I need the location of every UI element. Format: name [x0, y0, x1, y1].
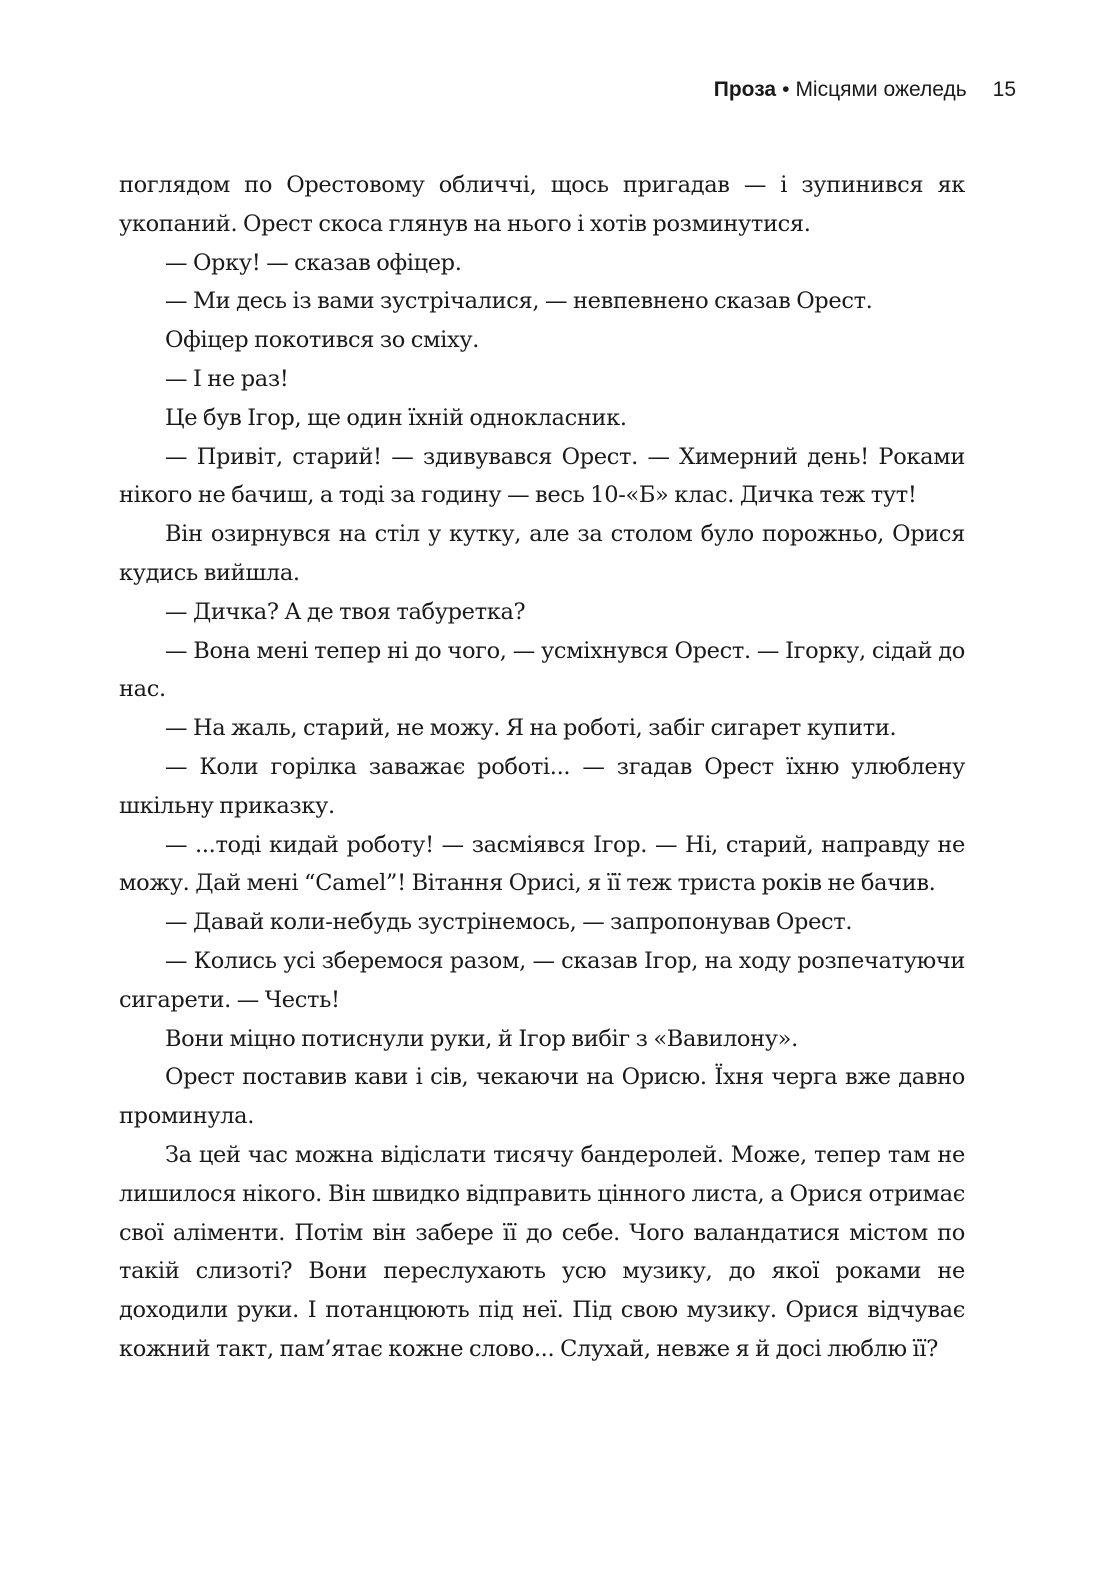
paragraph: Офіцер покотився зо сміху.	[165, 327, 480, 354]
paragraph: Вони міцно потиснули руки, й Ігор вибіг з «Вавилону».	[165, 1025, 798, 1052]
paragraph: — Дичка? А де твоя табуретка?	[165, 598, 526, 625]
paragraph: Орест поставив кави і сів, чекаючи на Орисю. Їхня черга вже давно проминула.	[119, 1064, 965, 1130]
paragraph: — І не раз!	[165, 365, 289, 392]
running-header	[714, 76, 1016, 104]
section-name: Проза	[713, 78, 777, 101]
paragraph: — Колись усі зберемося разом, — сказав Ігор, на ходу розпечатуючи сигарети. — Честь!	[119, 947, 965, 1013]
paragraph: — Давай коли-небудь зустрінемось, — запропонував Орест.	[165, 909, 853, 936]
paragraph: — ...тоді кидай роботу! — засміявся Ігор. — Ні, старий, направду не можу. Дай мені “Camel”! Вітання Орисі, я її теж триста років не бачив.	[119, 831, 965, 897]
chapter-title: Місцями ожеледь	[795, 78, 967, 101]
paragraph: Він озирнувся на стіл у кутку, але за столом було порожньо, Орися кудись вийшла.	[119, 521, 965, 586]
paragraph: — Орку! — сказав офіцер.	[165, 249, 462, 276]
body-text	[119, 166, 965, 1369]
paragraph: За цей час можна відіслати тисячу бандеролей. Може, тепер там не лишилося нікого. Він швидко відправить цінного листа, а Орися отримає свої аліменти. Потім він забере її до себе. Чого валандатися містом по такій слизоті? Вони переслухають усю музику, до якої роками не доходили руки. І потанцюють під неї. Під свою музику. Орися відчуває кожний такт, пам’ятає кожне слово... Слухай, невже я й досі люблю її?	[119, 1141, 965, 1362]
page-number: 15	[992, 78, 1016, 101]
paragraph: — Ми десь із вами зустрічалися, — невпевнено сказав Орест.	[165, 288, 873, 315]
paragraph: — Вона мені тепер ні до чого, — усміхнувся Орест. — Ігорку, сідай до нас.	[119, 637, 965, 703]
paragraph: — Коли горілка заважає роботі... — згадав Орест їхню улюблену шкільну приказку.	[119, 753, 965, 819]
header-separator: •	[782, 78, 790, 101]
paragraph: Це був Ігор, ще один їхній однокласник.	[165, 404, 627, 431]
paragraph: поглядом по Орестовому обличчі, щось пригадав — і зупинився як укопаний. Орест скоса глянув на нього і хотів розминутися.	[119, 172, 965, 237]
paragraph: — Привіт, старий! — здивувався Орест. — Химерний день! Роками нікого не бачиш, а тоді за годину — весь 10-«Б» клас. Дичка теж тут!	[119, 443, 965, 509]
paragraph: — На жаль, старий, не можу. Я на роботі, забіг сигарет купити.	[165, 715, 897, 742]
